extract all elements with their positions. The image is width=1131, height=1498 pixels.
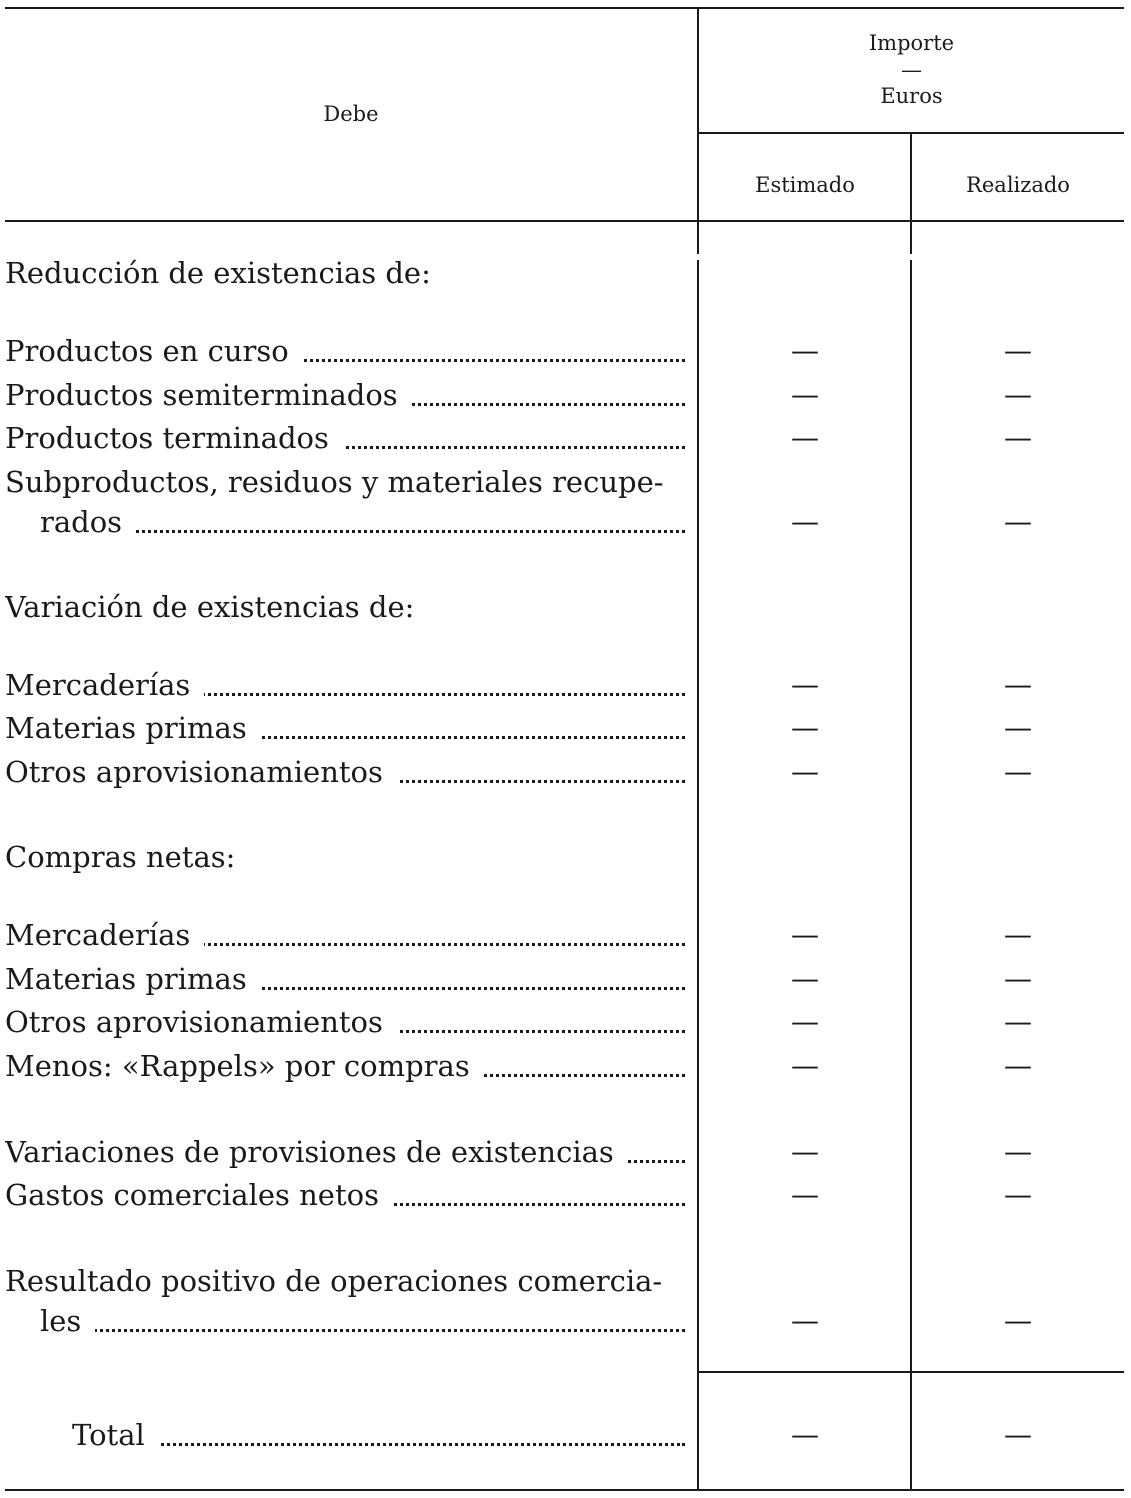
estimado-value: — — [791, 1135, 819, 1168]
estimado-value: — — [791, 1049, 819, 1082]
header-importe-line-2: — — [901, 58, 922, 82]
table-row: Variaciones de provisiones de existencias — — — [0, 1132, 1131, 1172]
table-row: Materias primas — — — [0, 708, 1131, 748]
table-row: Materias primas — — — [0, 959, 1131, 999]
table-row: Productos terminados — — — [0, 418, 1131, 458]
table-row: Subproductos, residuos y materiales recupe- — [0, 462, 1131, 502]
realizado-value: — — [1004, 755, 1032, 788]
header-bottom-rule — [5, 220, 1124, 222]
realizado-value: — — [1004, 505, 1032, 538]
table-row: Mercaderías — — — [0, 915, 1131, 955]
header-estimado: Estimado — [755, 173, 855, 197]
total-row — [0, 1415, 1131, 1455]
section-heading: Reducción de existencias de: — [0, 253, 1131, 293]
table-row: Otros aprovisionamientos — — — [0, 752, 1131, 792]
header-realizado: Realizado — [966, 173, 1070, 197]
estimado-value: — — [791, 421, 819, 454]
estimado-value: — — [791, 334, 819, 367]
estimado-value: — — [791, 711, 819, 744]
realizado-value: — — [1004, 1135, 1032, 1168]
bottom-rule — [5, 1489, 1124, 1491]
table-row: Productos semiterminados — — — [0, 375, 1131, 415]
realizado-value: — — [1004, 1049, 1032, 1082]
estimado-value: — — [791, 1304, 819, 1337]
table-row: Gastos comerciales netos — — — [0, 1175, 1131, 1215]
section-heading: Compras netas: — [0, 837, 1131, 877]
total-realizado: — — [1004, 1418, 1032, 1451]
header-importe-line-3: Euros — [880, 84, 943, 108]
realizado-value: — — [1004, 334, 1032, 367]
table-row: Productos en curso — — — [0, 331, 1131, 371]
table-row: Menos: «Rappels» por compras — — — [0, 1046, 1131, 1086]
total-label: Total — [72, 1418, 159, 1452]
realizado-value: — — [1004, 668, 1032, 701]
realizado-value: — — [1004, 711, 1032, 744]
table-row: rados — — — [0, 502, 1131, 542]
header-importe-line-1: Importe — [868, 31, 955, 55]
section-heading: Variación de existencias de: — [0, 587, 1131, 627]
table-row: les — — — [0, 1301, 1131, 1341]
top-rule — [5, 7, 1124, 9]
estimado-value: — — [791, 378, 819, 411]
total-estimado: — — [791, 1418, 819, 1451]
table-row: Resultado positivo de operaciones comercia- — [0, 1261, 1131, 1301]
realizado-value: — — [1004, 421, 1032, 454]
realizado-value: — — [1004, 962, 1032, 995]
realizado-value: — — [1004, 378, 1032, 411]
table-row: Otros aprovisionamientos — — — [0, 1002, 1131, 1042]
estimado-value: — — [791, 1178, 819, 1211]
estimado-value: — — [791, 755, 819, 788]
header-debe: Debe — [323, 102, 379, 126]
estimado-value: — — [791, 1005, 819, 1038]
estimado-value: — — [791, 668, 819, 701]
realizado-value: — — [1004, 1178, 1032, 1211]
realizado-value: — — [1004, 1304, 1032, 1337]
estimado-value: — — [791, 505, 819, 538]
table-row: Mercaderías — — — [0, 665, 1131, 705]
estimado-value: — — [791, 962, 819, 995]
realizado-value: — — [1004, 1005, 1032, 1038]
estimado-value: — — [791, 918, 819, 951]
realizado-value: — — [1004, 918, 1032, 951]
